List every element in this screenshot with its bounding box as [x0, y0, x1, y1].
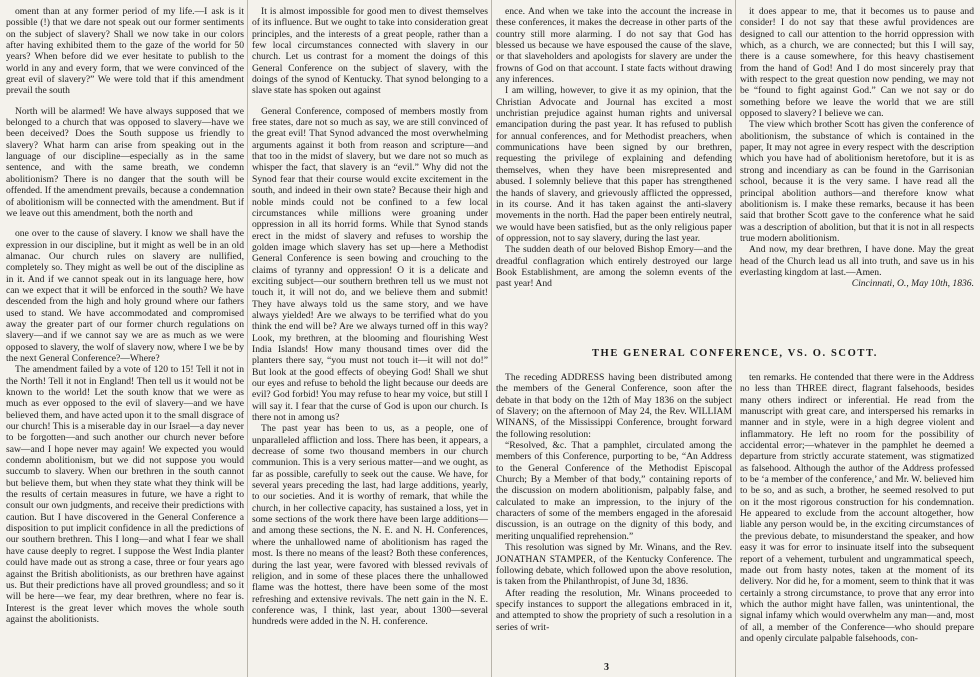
- paragraph: The amendment failed by a vote of 120 to 15! Tell it not in the North! Tell it not in England! Then tell us it would not be known to the world! Let the south know that we were as much as ever opposed to the evil of slavery—and we have believed them, and have acted upon it to the small disgrace of our church! This is a miserable day in our Israel—a day never to be forgotten—and such another our church never before saw—and I hope never may again! We expected you would condemn abolitionism, but we did not suppose you would succumb to slavery. When our brethren in the south cannot but believe them, but when they state what they think will be the results of certain measures in future, we have a right to consult our own judgments, and receive their predictions with caution. But I have discovered in the General Conference a disposition to put implicit confidence in all the predictions of our southern brethren. This I long—and what I fear we shall have cause deeply to regret. I suppose the West India planter could have made out as strong a case, three or four years ago against the British abolitionists, as our brethren have against us. But their predictions have all proved groundless; and so it will be here—we fear, my dear brethren, where no fear is. Interest is the great lever which moves the whole south against the abolitionists.: [6, 364, 244, 625]
- column-3-upper: [496, 6, 732, 337]
- paragraph: This resolution was signed by Mr. Winans, and the Rev. JONATHAN STAMPER, of the Kentucky Conference. The following debate, which followed upon the above resolution, is taken from the Philanthropist, of June 3d, 1836.: [496, 542, 732, 588]
- paragraph: It is almost impossible for good men to divest themselves of its influence. But we ought to take into consideration great principles, and the interests of a great people, rather than a few local circumstances connected with slavery in our church. Let us contrast for a moment the doings of this General Conference on the subject of slavery, with the doings of the synod of Kentucky. That synod belonging to a slave state has spoken out against: [252, 6, 488, 97]
- signoff: Cincinnati, O., May 10th, 1836.: [851, 278, 974, 290]
- page-number: 3: [604, 662, 609, 673]
- paragraph: ence. And when we take into the account the increase in these conferences, it makes the decrease in other parts of the country still more alarming. I do not say that God has blessed us because we have espoused the cause of the slave, or that slaveholders and apologists for slavery are under the frowns of God on that account. I state facts without drawing any inferences.: [496, 6, 732, 86]
- column-1: [6, 6, 244, 671]
- paragraph: I am willing, however, to give it as my opinion, that the Christian Advocate and Journal has excited a most unchristian prejudice against human rights and universal emancipation during the past year. It has refused to publish for annual conferences, and for Methodist preachers, when communications have been signed by our brethren, requesting the privilege of explaining and defending themselves, when they have been misrepresented and abused. I solemnly believe that this paper has strengthened the hands of slavery, and grievously afflicted the oppressed, in its course. And it has taken against the anti-slavery movements in the north. Had the paper been entirely neutral, we would have been satisfied, but as the only religious paper of oppression, not to say slavery, during the last year.: [496, 85, 732, 244]
- paragraph: North will be alarmed! We have always supposed that we belonged to a church that was opposed to slavery—have we been deceived? Does the South suppose us friendly to slavery? What harm can arise from speaking out in the language of our discipline—especially as in the same sentence, and with the same breath, we condemn abolitionism? There is no danger that the south will be offended. If the amendment prevails, because a condemnation of abolitionism will be connected with the amendment. But if we leave out this amendment, both the north and: [6, 105, 244, 219]
- paragraph: one over to the cause of slavery. I know we shall have the expression in our discipline, but it might as well be in an old almanac. Our church rules on slavery are nullified, completely so. They might as well be out of the discipline as in it. And if we cannot speak out in its language here, how can we expect that it will be enforced in the south? We have descended from the high and holy ground where our fathers used to stand. We have accommodated and compromised away the greater part of our former church regulations on slavery—and if we cannot say we are as much as we were opposed to slavery, the wolf of slavery now, where I we be by the next General Conference?—Where?: [6, 228, 244, 364]
- column-rule: [247, 0, 248, 677]
- article-headline: THE GENERAL CONFERENCE, VS. O. SCOTT.: [591, 348, 879, 359]
- column-rule: [735, 0, 736, 677]
- column-rule: [491, 0, 492, 677]
- column-2: [252, 6, 488, 671]
- paragraph: oment than at any former period of my life.—I ask is it possible (!) that we dare not speak out our former sentiments on the subject of slavery? Shall we now take in our colors after having exhibited them to the gaze of the world for 50 years? When before did we ever hesitate to publish to the world in any and every form, that we were convinced of the great evil of slavery?” We were told that if this amendment prevail the south: [6, 6, 244, 97]
- column-4-upper: [740, 6, 974, 337]
- paragraph: it does appear to me, that it becomes us to pause and consider! I do not say that these awful providences are designed to call our attention to the horrid oppression with which, as a church, we are connected; but this I will say, there is a cause somewhere, for this heavy chastisement from the hand of God! And I do most sincerely pray that with respect to the great question now pending, we may not be “found to fight against God.” Can we not say or do something before we leave the world that we are still opposed to slavery? I believe we can.: [740, 6, 974, 120]
- paragraph: The view which brother Scott has given the conference of abolitionism, the substance of which is contained in the paper, It may not agree in every respect with the description which you have had of abolitionism heretofore, but it is as strong and incendiary as can be found in the Garrisonian school, because it is the very same. I have read all the principal abolition authors—and therefore know what abolitionism is. I make these remarks, because it has been said that brother Scott gave to the conference what he said was a description of abolition, but that it is not in all respects true modern abolitionism.: [740, 119, 974, 244]
- column-3-lower: [496, 372, 732, 671]
- paragraph: After reading the resolution, Mr. Winans proceeded to specify instances to support the allegations embraced in it, and attempted to show the propriety of such a resolution in a series of writ-: [496, 587, 732, 633]
- paragraph: ten remarks. He contended that there were in the Address no less than THREE direct, flagrant falsehoods, besides many others indirect or inferential. He read from the manuscript with great care, and interspersed his remarks in manner and in style, were in a high degree violent and inflammatory. He left no room for the possibility of accidental error;—whatever in the pamphlet he deemed a departure from strictly accurate statement, was stigmatized as falsehood. Although the author of the Address professed to be ‘a member of the conference,’ and Mr. W. believed him to be so, and as such, a brother, he seemed resolved to put on it the most rigorous construction for his condemnation. He appeared to exclude from the account altogether, how liable any person would be, in the exciting circumstances of the previous debate, to misunderstand the speaker, and how easy it was for error to insinuate itself into the subsequent report of a vehement, turbulent and ungrammatical speech, made out from hasty notes, taken at the moment of its delivery. Nor did he, for a moment, seem to think that it was certainly a strong circumstance, to prove that any error into which the author might have fallen, was unintentional, the signal infamy which would overwhelm any man—and, most of all, a member of the Conference—who should prepare and openly circulate palpable falsehoods, con-: [740, 372, 974, 644]
- paragraph: And now, my dear brethren, I have done. May the great head of the Church lead us all into truth, and save us in his everlasting kingdom at last.—Amen.: [740, 244, 974, 278]
- paragraph: The sudden death of our beloved Bishop Emory—and the dreadful conflagration which entirely destroyed our large Book Establishment, are among the solemn events of the past year! And: [496, 244, 732, 290]
- column-4-lower: [740, 372, 974, 671]
- paragraph: General Conference, composed of members mostly from free states, dare not so much as say, we are still convinced of the great evil! That Synod advanced the most overwhelming arguments against it both from reason and scripture—and that too in the midst of slavery, but we dare not so much as whisper the fact, that slavery is an “evil.” Why did not the Synod fear that their course would excite excitement in the south, and indeed in their own state? Because their high and noble minds could not be confined to a few local circumstances while millions were groaning under oppression in all its horrid forms. While that Synod stands erect in the midst of slavery and refuses to worship the golden image which slavery has set up—here a Methodist General Conference is seen bowing and crouching to the claims of tyranny and oppression! O it is a delicate and exciting subject—our southern brethren tell us we must not touch it, it will not do, and we believe them and submit! They have always told us the same story, and we have always yielded! Are we always to be terrified what do you think the end will be? Are we always turned off in this way? Look, my brethren, at the blooming and flourishing West India Islands! How many thousand times over did the planters there say, “you must not touch it—it will not do!” But look at the good effects of obeying God! Shall we shut our eyes and refuse to behold the light because our deeds are evil? God forbid! You may refuse to hear my voice, but still I will say it. I fear that the curse of God is upon our church. Is there not in among us?: [252, 105, 488, 424]
- paragraph: The past year has been to us, as a people, one of unparalleled affliction and loss. There has been, it appears, a decrease of some two thousand members in our church communion. This is a very serious matter—and we ought, as far as possible, carefully to seek out the cause. We have, for several years preceding the last, had large additions, yearly, to our societies. And it is worthy of remark, that while the church, in her collective capacity, has sustained a loss, yet in some sections of the work there have been large additions—and among these sections, the N. E. and N. H. Conferences, where the unhallowed name of abolitionism has raged the most. Is there no means of the least? Both these conferences, during the last year, were favored with blessed revivals of religion, and in some of these places there the unhallowed flame was the hottest, there have been some of the most refreshing and extensive revivals. The nett gain in the N. E. conference was, I think, last year, about 1300—several hundreds were added in the N. H. conference.: [252, 423, 488, 628]
- paragraph: “Resolved, &c. That a pamphlet, circulated among the members of this Conference, purporting to be, “An Address to the General Conference of the Methodist Episcopal Church; By a Member of that body,” containing reports of the discussion on modern abolitionism, palpably false, and calculated to make an impression, to the injury of the characters of some of the members engaged in the aforesaid discussion, is an outrage on the dignity of this body, and meriting unqualified reprehension.”: [496, 440, 732, 542]
- paragraph: The receding ADDRESS having been distributed among the members of the General Conference, soon after the debate in that body on the 12th of May 1836 on the subject of Slavery; on the afternoon of May 24, the Rev. WILLIAM WINANS, of the Mississippi Conference, brought forward the following resolution:: [496, 372, 732, 440]
